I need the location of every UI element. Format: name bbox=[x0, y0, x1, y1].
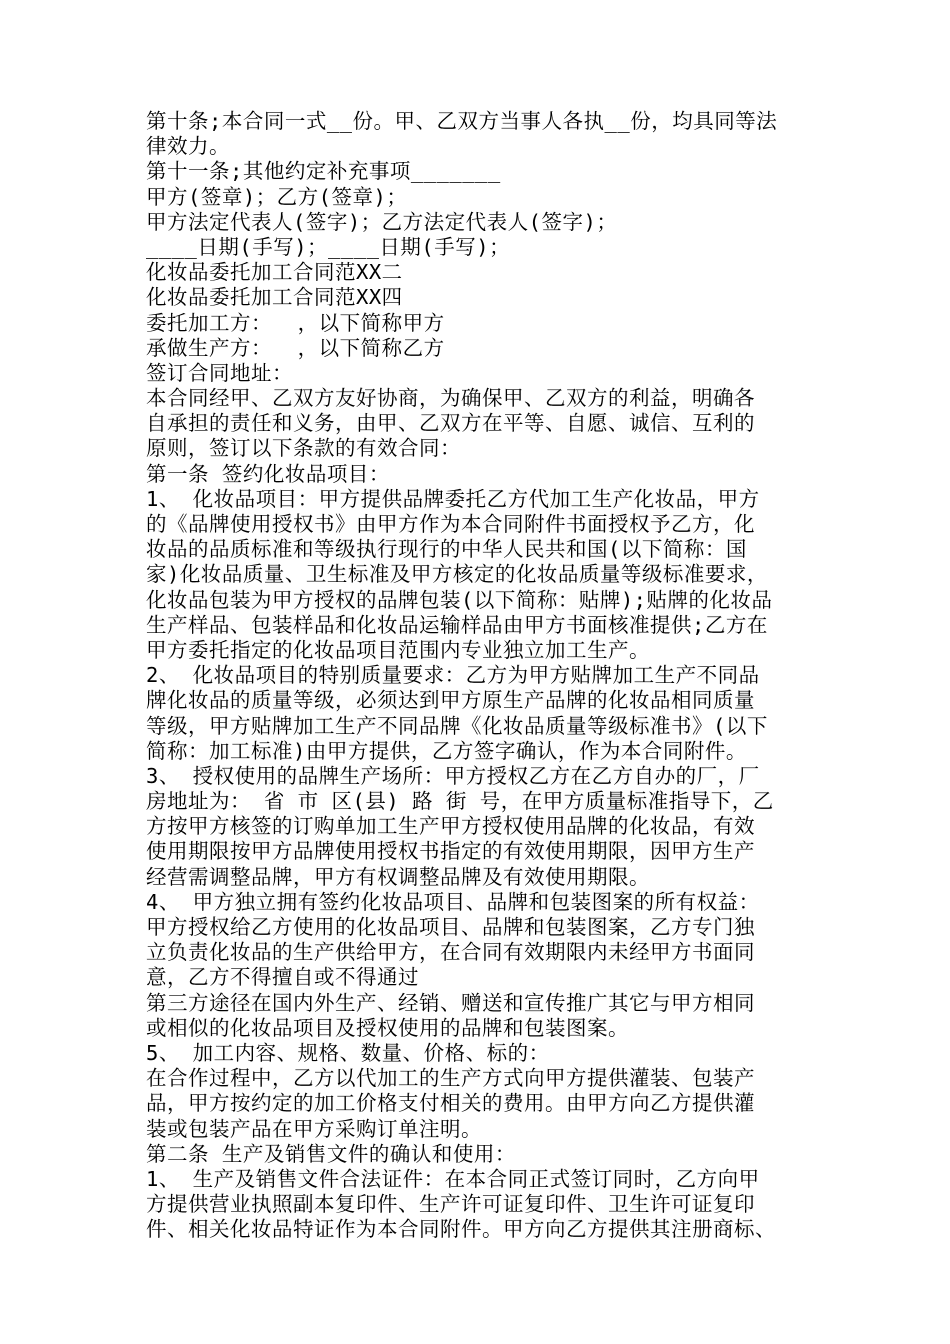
text-line: 4、 甲方独立拥有签约化妆品项目、品牌和包装图案的所有权益： bbox=[146, 889, 760, 914]
text-line: 第三方途径在国内外生产、经销、赠送和宣传推广其它与甲方相同 bbox=[146, 990, 755, 1015]
text-line: 甲方(签章)；乙方(签章)； bbox=[146, 184, 408, 209]
text-line: 承做生产方： ，以下简称乙方 bbox=[146, 335, 445, 360]
text-line: 生产样品、包装样品和化妆品运输样品由甲方书面核准提供;乙方在 bbox=[146, 612, 768, 637]
text-line: 化妆品委托加工合同范XX四 bbox=[146, 285, 403, 310]
text-line: 原则，签订以下条款的有效合同： bbox=[146, 436, 461, 461]
text-line: 3、 授权使用的品牌生产场所：甲方授权乙方在乙方自办的厂，厂 bbox=[146, 763, 760, 788]
text-line: 委托加工方： ，以下简称甲方 bbox=[146, 310, 445, 335]
text-line: 使用期限按甲方品牌使用授权书指定的有效使用期限，因甲方生产 bbox=[146, 839, 755, 864]
text-line: 2、 化妆品项目的特别质量要求：乙方为甲方贴牌加工生产不同品 bbox=[146, 663, 760, 688]
text-line: 1、 化妆品项目：甲方提供品牌委托乙方代加工生产化妆品，甲方 bbox=[146, 486, 760, 511]
document-body bbox=[146, 109, 826, 1242]
text-line: 等级，甲方贴牌加工生产不同品牌《化妆品质量等级标准书》(以下 bbox=[146, 713, 768, 738]
text-line: ____日期(手写)；____日期(手写)； bbox=[146, 234, 511, 259]
text-line: 第一条 签约化妆品项目： bbox=[146, 461, 390, 486]
text-line: 第十一条;其他约定补充事项_______ bbox=[146, 159, 501, 184]
text-line: 或相似的化妆品项目及授权使用的品牌和包装图案。 bbox=[146, 1015, 629, 1040]
text-line: 化妆品委托加工合同范XX二 bbox=[146, 260, 403, 285]
text-line: 自承担的责任和义务，由甲、乙双方在平等、自愿、诚信、互利的 bbox=[146, 411, 755, 436]
text-line: 简称：加工标准)由甲方提供，乙方签字确认，作为本合同附件。 bbox=[146, 738, 747, 763]
text-line: 品，甲方按约定的加工价格支付相关的费用。由甲方向乙方提供灌 bbox=[146, 1091, 755, 1116]
text-line: 签订合同地址： bbox=[146, 360, 293, 385]
text-line: 牌化妆品的质量等级，必须达到甲方原生产品牌的化妆品相同质量 bbox=[146, 688, 755, 713]
text-line: 经营需调整品牌，甲方有权调整品牌及有效使用期限。 bbox=[146, 864, 650, 889]
text-line: 甲方授权给乙方使用的化妆品项目、品牌和包装图案，乙方专门独 bbox=[146, 915, 755, 939]
text-line: 方按甲方核签的订购单加工生产甲方授权使用品牌的化妆品，有效 bbox=[146, 814, 755, 839]
text-line: 在合作过程中，乙方以代加工的生产方式向甲方提供灌装、包装产 bbox=[146, 1066, 755, 1091]
text-line: 方提供营业执照副本复印件、生产许可证复印件、卫生许可证复印 bbox=[146, 1192, 755, 1217]
text-line: 家)化妆品质量、卫生标准及甲方核定的化妆品质量等级标准要求， bbox=[146, 562, 768, 587]
text-line: 意，乙方不得擅自或不得通过 bbox=[146, 965, 419, 990]
text-line: 5、 加工内容、规格、数量、价格、标的： bbox=[146, 1040, 550, 1065]
text-line: 化妆品包装为甲方授权的品牌包装(以下简称：贴牌);贴牌的化妆品 bbox=[146, 587, 773, 612]
text-line: 律效力。 bbox=[146, 134, 230, 159]
text-line: 第十条;本合同一式__份。甲、乙双方当事人各执__份，均具同等法 bbox=[146, 109, 778, 133]
text-line: 的《品牌使用授权书》由甲方作为本合同附件书面授权予乙方，化 bbox=[146, 512, 755, 536]
text-line: 房地址为： 省 市 区(县) 路 街 号，在甲方质量标准指导下，乙 bbox=[146, 789, 774, 814]
text-line: 件、相关化妆品特证作为本合同附件。甲方向乙方提供其注册商标、 bbox=[146, 1217, 776, 1242]
text-line: 装或包装产品在甲方采购订单注明。 bbox=[146, 1116, 482, 1141]
text-line: 立负责化妆品的生产供给甲方，在合同有效期限内未经甲方书面同 bbox=[146, 940, 755, 965]
text-line: 妆品的品质标准和等级执行现行的中华人民共和国(以下简称：国 bbox=[146, 537, 747, 562]
text-line: 甲方法定代表人(签字)；乙方法定代表人(签字)； bbox=[146, 209, 618, 234]
text-line: 第二条 生产及销售文件的确认和使用： bbox=[146, 1141, 516, 1166]
text-line: 本合同经甲、乙双方友好协商，为确保甲、乙双方的利益，明确各 bbox=[146, 386, 755, 411]
text-line: 甲方委托指定的化妆品项目范围内专业独立加工生产。 bbox=[146, 637, 650, 662]
text-line: 1、 生产及销售文件合法证件：在本合同正式签订同时，乙方向甲 bbox=[146, 1166, 760, 1191]
